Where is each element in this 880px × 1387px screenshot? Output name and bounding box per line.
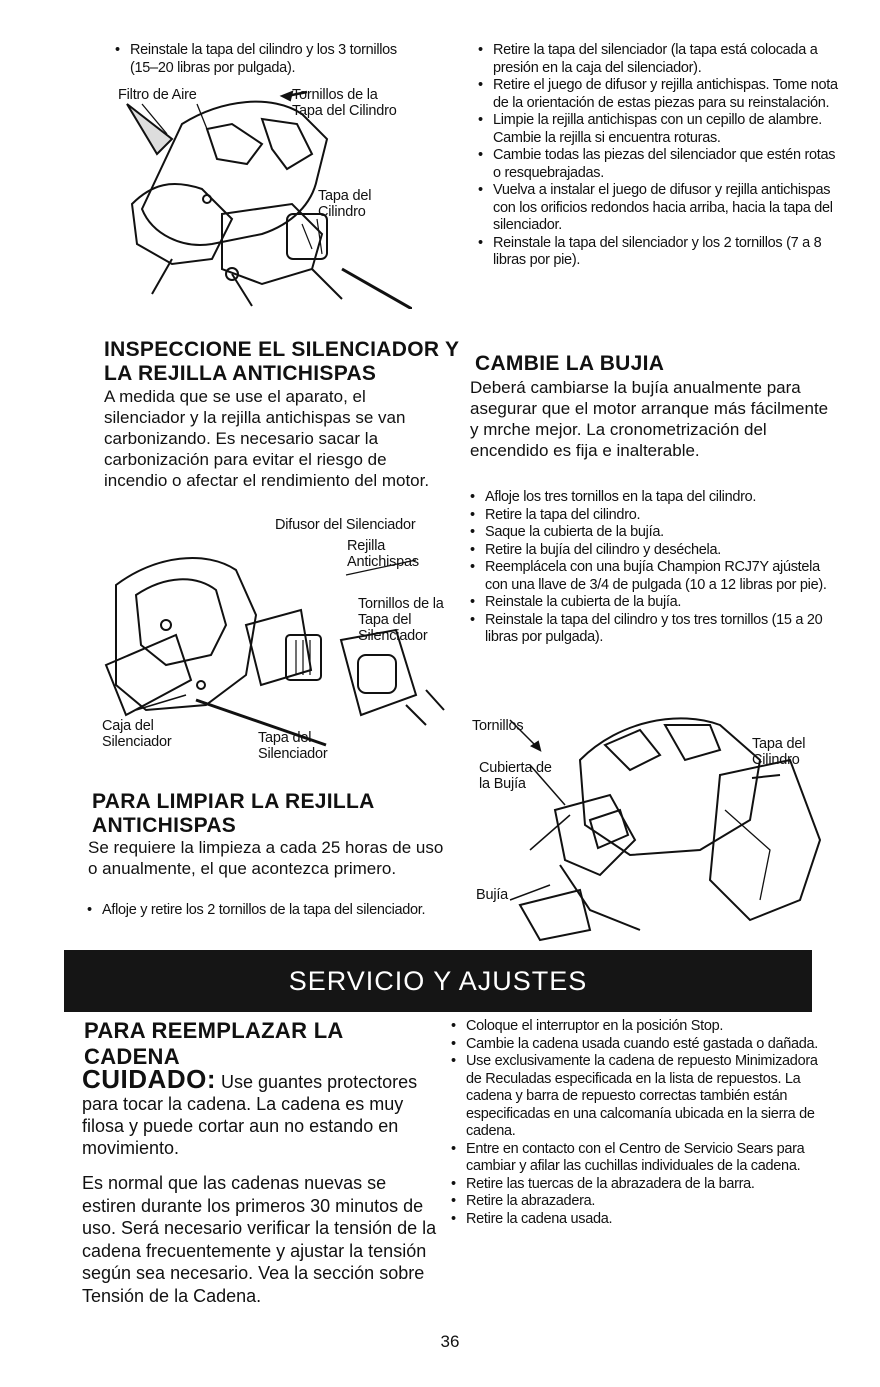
- list-item: • Afloje los tres tornillos en la tapa del cilindro.: [467, 489, 832, 507]
- label-spark-arrestor-screen: Rejilla Antichispas: [347, 538, 419, 570]
- replace-chain-bullets: [448, 1018, 818, 1228]
- chain-stretch-paragraph: Es normal que las cadenas nuevas se estiren durante los primeros 30 minutos de uso. Será necesario verificar la tensión de la cadena frecuentemente y ajustar la tensión según sea necesario. Vea la sección sobre Tensión de la Cadena.: [82, 1173, 437, 1306]
- list-item: • Retire el juego de difusor y rejilla antichispas. Tome nota de la orientación de estas piezas para su reinstalación.: [475, 77, 840, 112]
- list-item: • Coloque el interruptor en la posición Stop.: [448, 1018, 818, 1036]
- list-item: • Reemplácela con una bujía Champion RCJ7Y ajústela con una llave de 3/4 de pulgada (10 a 12 libras por pie).: [467, 559, 832, 594]
- list-item: • Vuelva a instalar el juego de difusor y rejilla antichispas con los orificios redondos hacia arriba, hacia la tapa del silenciador.: [475, 182, 840, 235]
- label-cylinder-cover: Tapa del Cilindro: [318, 188, 372, 220]
- list-item: • Retire la tapa del cilindro.: [467, 507, 832, 525]
- list-item: • Afloje y retire los 2 tornillos de la tapa del silenciador.: [84, 902, 454, 920]
- caution-text: Use guantes protectores para tocar la cadena. La cadena es muy filosa y puede cortar aun no estando en movimiento.: [82, 1072, 418, 1158]
- list-item: • Retire la bujía del cilindro y deséchela.: [467, 542, 832, 560]
- label-cylinder-cover-2: Tapa del Cilindro: [752, 736, 806, 768]
- label-muffler-cover: Tapa del Silenciador: [258, 730, 328, 762]
- list-item: • Limpie la rejilla antichispas con un cepillo de alambre. Cambie la rejilla si encuentra roturas.: [475, 112, 840, 147]
- list-item: • Saque la cubierta de la bujía.: [467, 524, 832, 542]
- list-item: • Use exclusivamente la cadena de repuesto Minimizadora de Reculadas especificada en la lista de repuestos. La cadena y barra de repuesto correctas también están especificadas en una calcomanía ubicada en la sierra de cadena.: [448, 1053, 818, 1141]
- label-muffler-diffuser: Difusor del Silenciador: [275, 517, 416, 533]
- list-item: • Retire la tapa del silenciador (la tapa está colocada a presión en la caja del silenciador).: [475, 42, 840, 77]
- list-item: • Reinstale la tapa del cilindro y tos tres tornillos (15 a 20 libras por pulgada).: [467, 612, 832, 647]
- list-item: • Retire la abrazadera.: [448, 1193, 818, 1211]
- page-number: 36: [440, 1332, 460, 1351]
- label-screws: Tornillos: [472, 718, 524, 734]
- list-item: • Retire las tuercas de la abrazadera de la barra.: [448, 1176, 818, 1194]
- label-muffler-housing: Caja del Silenciador: [102, 718, 172, 750]
- clean-screen-bullets: [84, 902, 454, 920]
- section-title-spark-plug: CAMBIE LA BUJIA: [475, 352, 665, 375]
- label-spark-plug-boot: Cubierta de la Bujía: [479, 760, 552, 792]
- list-item: • Reinstale la tapa del silenciador y los 2 tornillos (7 a 8 libras por pie).: [475, 235, 840, 270]
- spark-plug-bullets: [467, 489, 832, 647]
- section-body-clean-screen: Se requiere la limpieza a cada 25 horas de uso o anualmente, el que acontezca primero.: [88, 838, 444, 878]
- label-muffler-cover-screws: Tornillos de la Tapa del Silenciador: [358, 596, 444, 644]
- muffler-steps-bullets: [475, 42, 840, 270]
- section-body-muffler: A medida que se use el aparato, el silenciador y la rejilla antichispas se van carbonizando. Es necesario sacar la carbonización para evitar el riesgo de incendio o afectar el rendimiento del motor.: [104, 387, 430, 490]
- list-item: • Reinstale la cubierta de la bujía.: [467, 594, 832, 612]
- section-title-muffler: INSPECCIONE EL SILENCIADOR Y LA REJILLA ANTICHISPAS: [104, 338, 459, 385]
- label-spark-plug: Bujía: [476, 887, 509, 903]
- section-title-clean-screen: PARA LIMPIAR LA REJILLA ANTICHISPAS: [92, 790, 374, 837]
- list-item: • Cambie todas las piezas del silenciador que estén rotas o resquebrajadas.: [475, 147, 840, 182]
- caution-label: CUIDADO:: [82, 1064, 216, 1094]
- reinstall-cover-bullets: [112, 42, 412, 77]
- list-item: • Retire la cadena usada.: [448, 1211, 818, 1229]
- section-band: SERVICIO Y AJUSTES: [64, 950, 812, 1012]
- label-cylinder-cover-screws: Tornillos de la Tapa del Cilindro: [292, 87, 397, 119]
- section-body-spark-plug: Deberá cambiarse la bujía anualmente para asegurar que el motor arranque más fácilmente y mrche mejor. La cronometrización del encendido es fija e inalterable.: [470, 378, 829, 460]
- list-item: • Reinstale la tapa del cilindro y los 3 tornillos (15–20 libras por pulgada).: [112, 42, 412, 77]
- section-title-replace-chain: PARA REEMPLAZAR LA CADENA: [84, 1018, 343, 1069]
- label-air-filter: Filtro de Aire: [118, 87, 197, 103]
- list-item: • Cambie la cadena usada cuando esté gastada o dañada.: [448, 1036, 818, 1054]
- caution-block: [82, 1064, 442, 1159]
- list-item: • Entre en contacto con el Centro de Servicio Sears para cambiar y afilar las cuchillas individuales de la cadena.: [448, 1141, 818, 1176]
